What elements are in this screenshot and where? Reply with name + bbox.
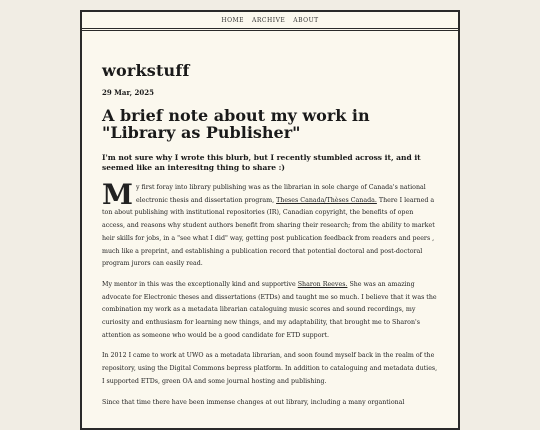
top-nav xyxy=(82,12,458,29)
paragraph-1-text-a: y first foray into library publishing was as the librarian in sole charge of Canada's national electronic thesis and dissertation program, xyxy=(136,184,426,204)
paragraph-3: In 2012 I came to work at UWO as a metadata librarian, and soon found myself back in the realm of the repository, using the Digital Commons bepress platform. In addition to cataloguing and metadata duties, I supported ETDs, green OA and some journal hosting and publishing. xyxy=(102,352,438,385)
post-subtitle: I'm not sure why I wrote this blurb, but I recently stumbled across it, and it seemed like an interesitng thing to share :) xyxy=(102,153,421,172)
nav-home-link[interactable]: HOME xyxy=(221,16,245,24)
paragraph-4: Since that time there have been immense changes at out library, including a many organtional xyxy=(102,398,405,406)
sharon-reeves-link[interactable]: Sharon Reeves. xyxy=(297,280,348,288)
paragraph-2-text-b: She was an amazing advocate for Electronic theses and dissertations (ETDs) and taught me so much. I believe that it was the combination my work as a metadata librarian cataloguing music scores and sound recordings, my curiosity and enthusiasm for learning new things, and my adaptability, that brought me to Sharon's attention as someone who would be a good candidate for ETD support. xyxy=(102,280,437,339)
paragraph-1 xyxy=(102,178,438,271)
post-date: 29 Mar, 2025 xyxy=(102,88,154,97)
drop-cap: M xyxy=(102,178,133,211)
paragraph-1-text-b: There I learned a ton about publishing with institutional repositories (IR), Canadian copyright, the benefits of open access, and reasons why student authors benefit from sharing their research; from the ability to market heir skills for jobs, in a "see what I did" way, getting post publication feedback from readers and peers , much like a preprint, and establishing a publication record that potential doctoral and post-doctoral program jurors can easily read. xyxy=(102,196,435,268)
nav-about-link[interactable]: ABOUT xyxy=(293,16,319,24)
page-card xyxy=(80,10,460,430)
nav-archive-link[interactable]: ARCHIVE xyxy=(252,16,286,24)
paragraph-2 xyxy=(102,279,438,343)
paragraph-2-text-a: My mentor in this was the exceptionally kind and supportive xyxy=(102,280,298,288)
main-content xyxy=(82,61,458,409)
post-title: A brief note about my work in "Library as Publisher" xyxy=(102,106,370,142)
theses-canada-link[interactable]: Theses Canada/Thèses Canada. xyxy=(276,196,377,204)
nav-divider xyxy=(82,30,458,31)
site-title[interactable]: workstuff xyxy=(102,61,190,80)
